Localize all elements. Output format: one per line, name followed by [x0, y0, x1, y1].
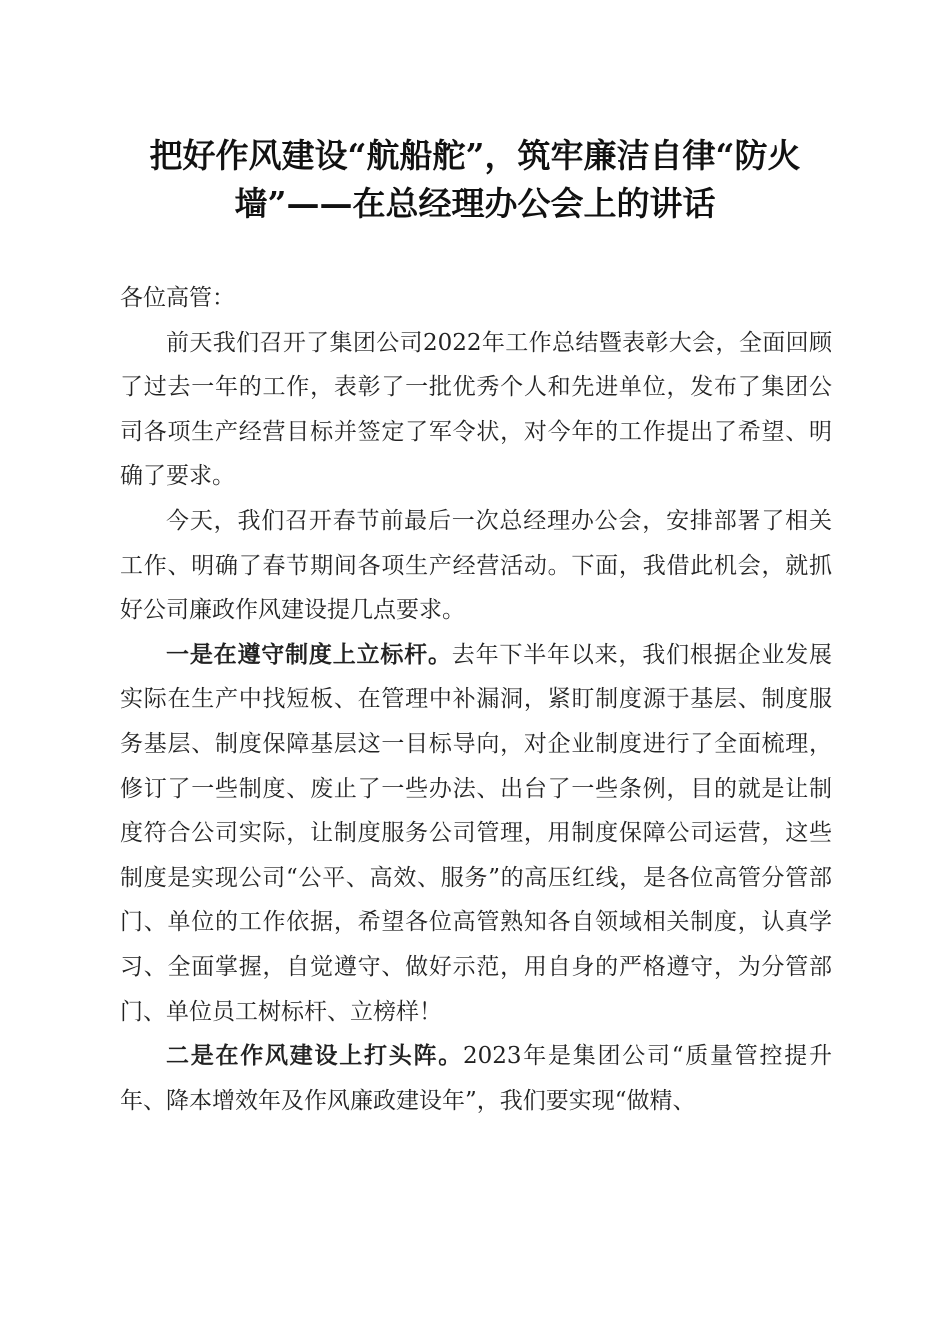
document-title: 把好作风建设“航船舵”，筑牢廉洁自律“防火墙”——在总经理办公会上的讲话 [149, 136, 801, 223]
document-body [120, 276, 832, 1123]
paragraph-4-lead: 二是在作风建设上打头阵。 [166, 1042, 463, 1070]
paragraph-3 [120, 633, 832, 1034]
paragraph-1 [120, 321, 832, 499]
paragraph-3-text: 去年下半年以来，我们根据企业发展实际在生产中找短板、在管理中补漏洞，紧盯制度源于基层、制度服务基层、制度保障基层这一目标导向，对企业制度进行了全面梳理，修订了一些制度、废止了一些办法、出台了一些条例，目的就是让制度符合公司实际，让制度服务公司管理，用制度保障公司运营，这些制度是实现公司“公平、高效、服务”的高压红线，是各位高管分管部门、单位的工作依据，希望各位高管熟知各自领域相关制度，认真学习、全面掌握，自觉遵守、做好示范，用自身的严格遵守，为分管部门、单位员工树标杆、立榜样！ [120, 641, 833, 1025]
paragraph-2-text: 今天，我们召开春节前最后一次总经理办公会，安排部署了相关工作、明确了春节期间各项生产经营活动。下面，我借此机会，就抓好公司廉政作风建设提几点要求。 [120, 507, 832, 624]
paragraph-2 [120, 499, 832, 633]
paragraph-4-text: 2023年是集团公司“质量管控提升年、降本增效年及作风廉政建设年”，我们要实现“做精、 [120, 1043, 833, 1114]
paragraph-3-lead: 一是在遵守制度上立标杆。 [166, 640, 452, 668]
salutation: 各位高管： [120, 285, 235, 311]
paragraph-1-text: 前天我们召开了集团公司2022年工作总结暨表彰大会，全面回顾了过去一年的工作，表彰了一批优秀个人和先进单位，发布了集团公司各项生产经营目标并签定了军令状，对今年的工作提出了希望、明确了要求。 [120, 329, 832, 490]
paragraph-4 [120, 1034, 832, 1123]
